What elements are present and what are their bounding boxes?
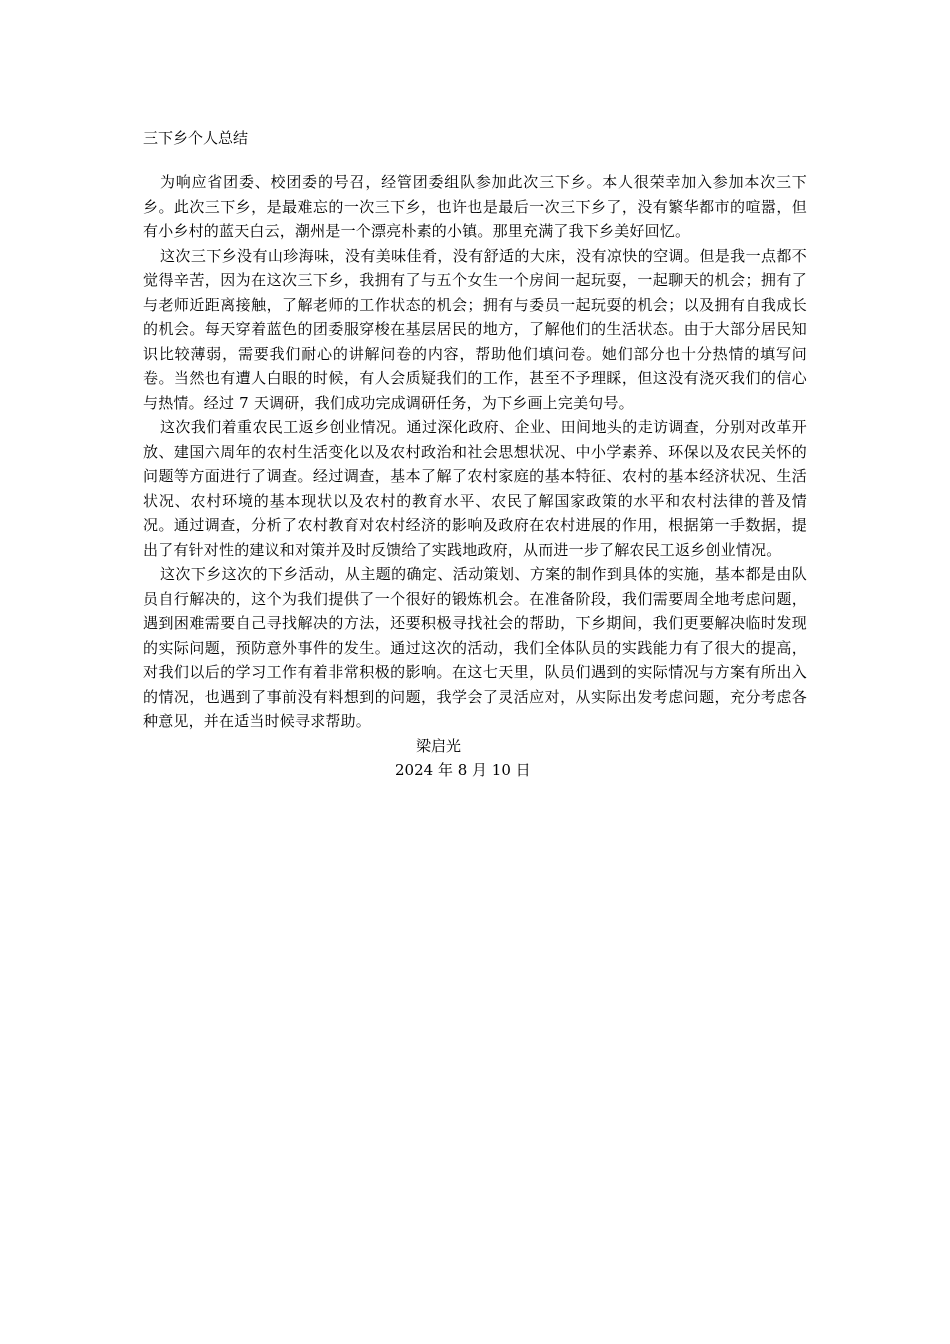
- author-signature: 梁启光: [416, 736, 462, 755]
- paragraph-reflection: 这次下乡这次的下乡活动，从主题的确定、活动策划、方案的制作到具体的实施，基本都是由队员自行解决的，这个为我们提供了一个很好的锻炼机会。在准备阶段，我们需要周全地考虑问题，遇到困难需要自己寻找解决的方法，还要积极寻找社会的帮助，下乡期间，我们更要解决临时发现的实际问题，预防意外事件的发生。通过这次的活动，我们全体队员的实践能力有了很大的提高，对我们以后的学习工作有着非常积极的影响。在这七天里，队员们遇到的实际情况与方案有所出入的情况，也遇到了事前没有料想到的问题，我学会了灵活应对，从实际出发考虑问题，充分考虑各种意见，并在适当时候寻求帮助。: [143, 565, 807, 730]
- document-title: 三下乡个人总结: [143, 129, 249, 147]
- paragraph-survey: 这次我们着重农民工返乡创业情况。通过深化政府、企业、田间地头的走访调查，分别对改革开放、建国六周年的农村生活变化以及农村政治和社会思想状况、中小学素养、环保以及农民关怀的问题等方面进行了调查。经过调查，基本了解了农村家庭的基本特征、农村的基本经济状况、生活状况、农村环境的基本现状以及农村的教育水平、农民了解国家政策的水平和农村法律的普及情况。通过调查，分析了农村教育对农村经济的影响及政府在农村进展的作用，根据第一手数据，提出了有针对性的建议和对策并及时反馈给了实践地政府，从而进一步了解农民工返乡创业情况。: [143, 418, 807, 559]
- paragraph-experience: 这次三下乡没有山珍海味，没有美味佳肴，没有舒适的大床，没有凉快的空调。但是我一点都不觉得辛苦，因为在这次三下乡，我拥有了与五个女生一个房间一起玩耍，一起聊天的机会；拥有了与老师近距离接触，了解老师的工作状态的机会；拥有与委员一起玩耍的机会；以及拥有自我成长的机会。每天穿着蓝色的团委服穿梭在基层居民的地方，了解他们的生活状态。由于大部分居民知识比较薄弱，需要我们耐心的讲解问卷的内容，帮助他们填问卷。她们部分也十分热情的填写问卷。当然也有遭人白眼的时候，有人会质疑我们的工作，甚至不予理睬，但这没有浇灭我们的信心与热情。经过 7 天调研，我们成功完成调研任务，为下乡画上完美句号。: [143, 246, 807, 412]
- document-body: [143, 126, 807, 783]
- paragraph-intro: 为响应省团委、校团委的号召，经管团委组队参加此次三下乡。本人很荣幸加入参加本次三下乡。此次三下乡，是最难忘的一次三下乡，也许也是最后一次三下乡了，没有繁华都市的喧嚣，但有小乡村的蓝天白云，潮州是一个漂亮朴素的小镇。那里充满了我下乡美好回忆。: [143, 173, 807, 240]
- document-date: 2024 年 8 月 10 日: [395, 761, 531, 779]
